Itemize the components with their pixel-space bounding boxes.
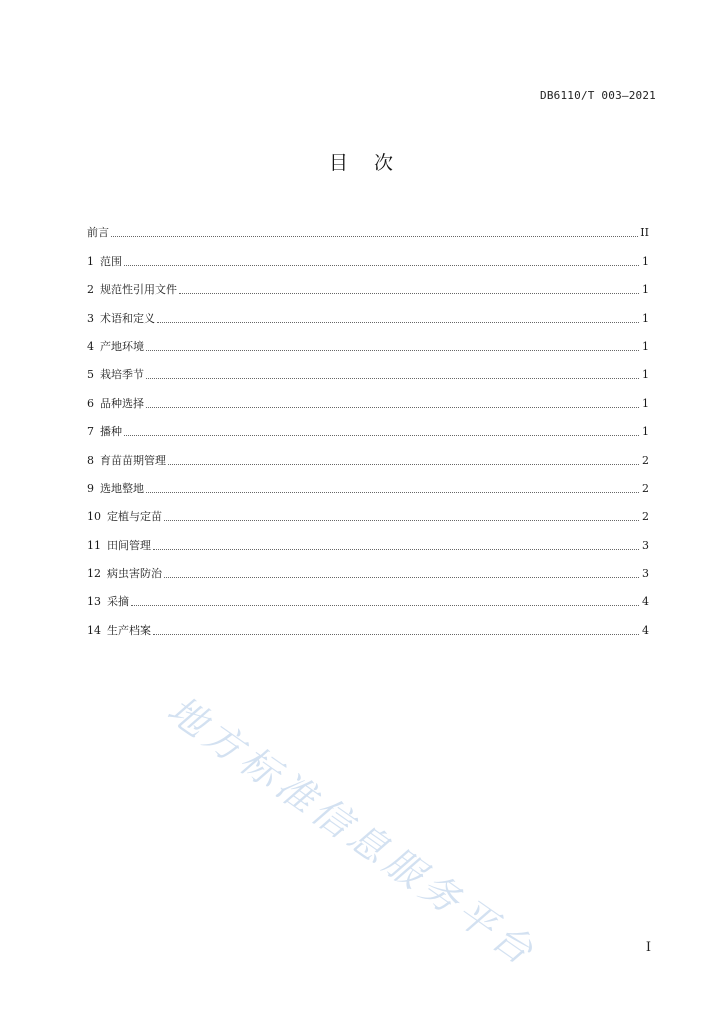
dot-leader [157,321,639,323]
toc-entry-label [87,283,177,297]
toc-entry[interactable] [87,439,649,467]
toc-entry-number: 8 [87,453,94,467]
toc-entry[interactable] [87,240,649,268]
toc-entry-number: 4 [87,339,94,353]
toc-entry-label [87,340,144,354]
toc-entry[interactable] [87,269,649,297]
toc-entry-text: 前言 [87,226,109,240]
toc-entry-label [87,510,162,524]
toc-entry-page: 2 [642,510,649,524]
toc-entry-text: 术语和定义 [100,311,155,325]
toc-entry-text: 定植与定苗 [107,510,162,524]
dot-leader [146,377,639,379]
toc-entry-number: 7 [87,425,94,439]
toc-entry-label [87,595,129,609]
toc-entry-number: 1 [87,254,94,268]
dot-leader [164,576,639,578]
dot-leader [164,519,639,521]
toc-entry-page: 3 [642,538,649,552]
toc-entry-label [87,397,144,411]
toc-entry-number: 2 [87,283,94,297]
toc-entry-page: II [640,226,649,240]
toc-entry-number: 6 [87,396,94,410]
toc-entry[interactable] [87,524,649,552]
toc-entry-label [87,226,109,240]
toc-entry-label [87,539,151,553]
dot-leader [153,633,639,635]
watermark: 地方标准信息服务平台 [159,687,546,976]
toc-entry[interactable] [87,411,649,439]
toc-entry-label [87,482,144,496]
toc-entry-text: 播种 [100,425,122,439]
toc-entry-number: 10 [87,510,101,524]
toc-entry-number: 9 [87,481,94,495]
toc-entry-page: 1 [642,425,649,439]
page-title: 目 次 [328,152,404,174]
toc-entry[interactable] [87,496,649,524]
toc-entry-page: 2 [642,481,649,495]
toc-entry-label [87,312,155,326]
toc-entry-label [87,368,144,382]
toc-entry-page: 3 [642,567,649,581]
toc-entry-number: 12 [87,567,101,581]
toc-entry-text: 病虫害防治 [107,567,162,581]
toc-entry-text: 生产档案 [107,623,151,637]
toc-entry-text: 规范性引用文件 [100,283,177,297]
toc-entry[interactable] [87,354,649,382]
toc-entry-text: 采摘 [107,595,129,609]
toc-entry-page: 1 [642,368,649,382]
dot-leader [111,235,638,237]
dot-leader [146,491,639,493]
toc-entry-label [87,255,122,269]
dot-leader [153,548,639,550]
toc-entry-label [87,624,151,638]
toc-entry-text: 选地整地 [100,481,144,495]
toc-entry[interactable] [87,468,649,496]
dot-leader [146,349,639,351]
page-number: I [645,940,651,955]
toc-entry-number: 14 [87,623,101,637]
dot-leader [146,406,639,408]
toc-entry-text: 田间管理 [107,538,151,552]
toc-entry[interactable] [87,553,649,581]
toc-entry[interactable] [87,581,649,609]
toc-entry-text: 品种选择 [100,396,144,410]
toc-entry-page: 1 [642,396,649,410]
dot-leader [168,463,639,465]
table-of-contents [87,212,649,638]
toc-entry-text: 栽培季节 [100,368,144,382]
toc-entry-label [87,425,122,439]
toc-entry-page: 4 [642,623,649,637]
toc-entry-page: 1 [642,254,649,268]
dot-leader [131,604,639,606]
toc-entry[interactable] [87,297,649,325]
toc-entry-text: 范围 [100,254,122,268]
toc-entry-number: 5 [87,368,94,382]
toc-entry-page: 1 [642,283,649,297]
dot-leader [179,292,639,294]
toc-entry-text: 育苗苗期管理 [100,453,166,467]
toc-entry[interactable] [87,382,649,410]
toc-entry-label [87,567,162,581]
toc-entry[interactable] [87,609,649,637]
document-code: DB6110/T 003—2021 [540,89,656,102]
toc-entry-page: 2 [642,453,649,467]
toc-entry[interactable] [87,212,649,240]
toc-entry-label [87,454,166,468]
toc-entry-number: 13 [87,595,101,609]
dot-leader [124,264,639,266]
dot-leader [124,434,639,436]
toc-entry-page: 1 [642,339,649,353]
toc-entry-number: 3 [87,311,94,325]
toc-entry-number: 11 [87,538,101,552]
toc-entry-page: 4 [642,595,649,609]
toc-entry[interactable] [87,326,649,354]
toc-entry-text: 产地环境 [100,339,144,353]
toc-entry-page: 1 [642,311,649,325]
